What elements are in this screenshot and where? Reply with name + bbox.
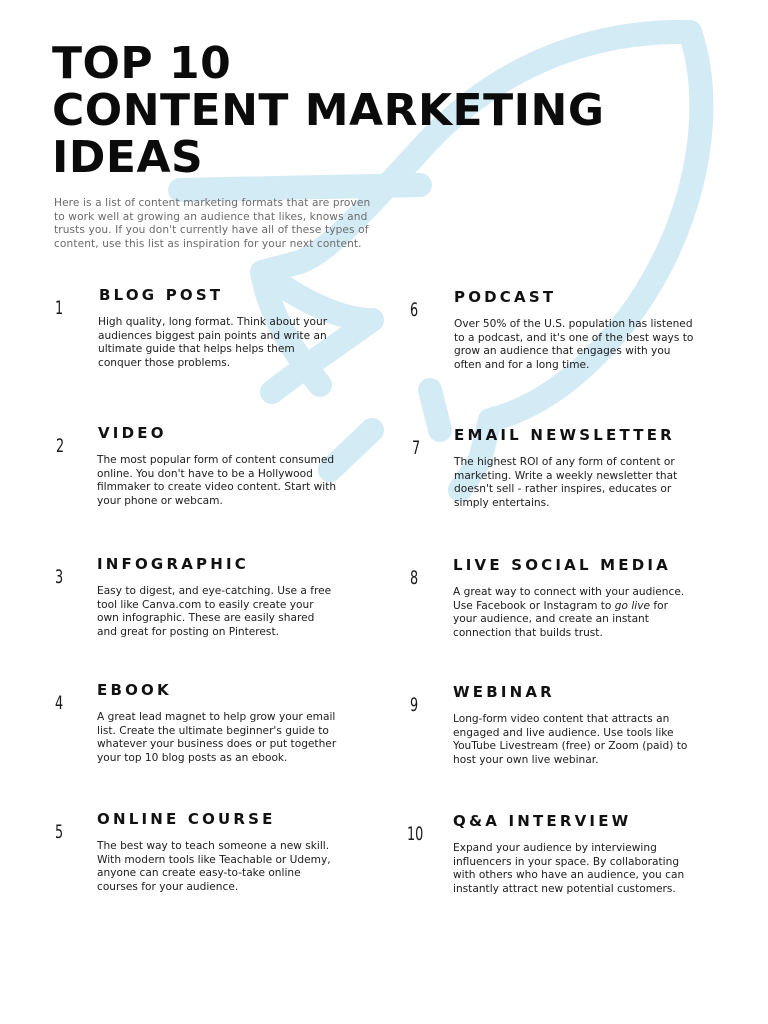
idea-number: 6: [410, 299, 419, 321]
description-emphasis: go live: [614, 599, 651, 612]
idea-title: WEBINAR: [453, 683, 555, 701]
idea-number: 2: [56, 435, 65, 457]
idea-title: EMAIL NEWSLETTER: [454, 426, 675, 444]
idea-number: 3: [55, 566, 64, 588]
idea-number: 10: [407, 823, 424, 845]
idea-number: 1: [55, 297, 64, 319]
idea-title: LIVE SOCIAL MEDIA: [453, 556, 671, 574]
idea-title: Q&A INTERVIEW: [453, 812, 632, 830]
idea-description: The highest ROI of any form of content or marketing. Write a weekly newsletter that doesn't sell - rather inspires, educates or simply entertains.: [454, 456, 678, 509]
idea-description: Long-form video content that attracts an engaged and live audience. Use tools like YouTube Livestream (free) or Zoom (paid) to host your own live webinar.: [453, 713, 688, 766]
description-text: for your audience, and create an instant connection that builds trust.: [453, 599, 668, 639]
idea-title: VIDEO: [98, 424, 167, 442]
idea-number: 7: [412, 437, 421, 459]
idea-number: 9: [410, 694, 419, 716]
page-title: [52, 40, 604, 181]
idea-number: 8: [410, 567, 419, 589]
idea-description: A great lead magnet to help grow your email list. Create the ultimate beginner's guide to whatever your business does or put together your top 10 blog posts as an ebook.: [97, 711, 337, 764]
idea-title: EBOOK: [97, 681, 172, 699]
idea-description: Expand your audience by interviewing influencers in your space. By collaborating with others who have an audience, you can instantly attract new potential customers.: [453, 842, 685, 895]
idea-number: 4: [55, 692, 64, 714]
idea-description: [453, 586, 693, 640]
idea-title: ONLINE COURSE: [97, 810, 276, 828]
idea-title: PODCAST: [454, 288, 557, 306]
description-text: A great way to connect with your audience. Use Facebook or Instagram to: [453, 586, 685, 612]
idea-description: Easy to digest, and eye-catching. Use a free tool like Canva.com to easily create your own infographic. These are easily shared and great for posting on Pinterest.: [97, 585, 332, 638]
idea-number: 5: [55, 821, 64, 843]
title-line-2: CONTENT MARKETING: [52, 85, 605, 136]
idea-title: BLOG POST: [99, 286, 224, 304]
intro-paragraph: Here is a list of content marketing formats that are proven to work well at growing an audience that likes, knows and trusts you. If you don't currently have all of these types of content, use this list as inspiration for your next content.: [54, 197, 371, 250]
idea-title: INFOGRAPHIC: [97, 555, 249, 573]
idea-description: The most popular form of content consumed online. You don't have to be a Hollywood filmmaker to create video content. Start with your phone or webcam.: [97, 454, 337, 507]
title-line-1: TOP 10: [52, 38, 232, 89]
idea-description: High quality, long format. Think about your audiences biggest pain points and write an ultimate guide that helps helps them conquer those problems.: [98, 316, 328, 369]
title-line-3: IDEAS: [52, 132, 204, 183]
idea-description: Over 50% of the U.S. population has listened to a podcast, and it's one of the best ways to grow an audience that engages with you often and for a long time.: [454, 318, 694, 371]
idea-description: The best way to teach someone a new skill. With modern tools like Teachable or Udemy, anyone can create easy-to-take online courses for your audience.: [97, 840, 331, 893]
